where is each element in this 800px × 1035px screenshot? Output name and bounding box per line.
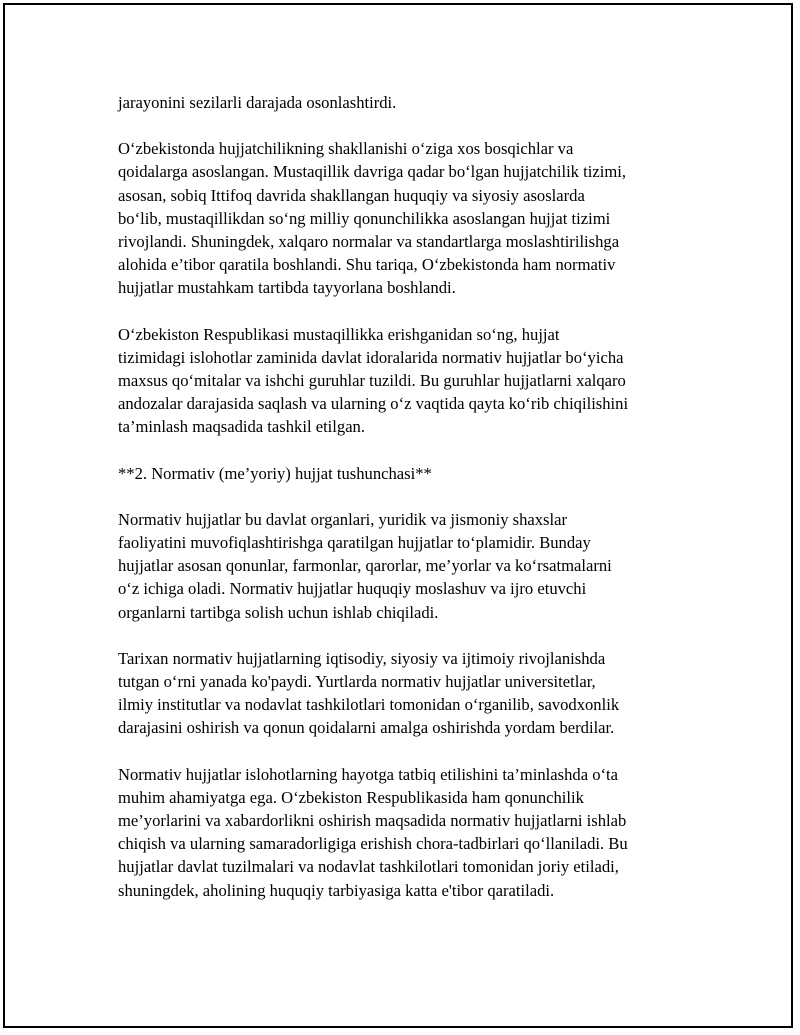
text-line: hujjatlar asosan qonunlar, farmonlar, qarorlar, me’yorlar va ko‘rsatmalarni bbox=[118, 556, 612, 576]
paragraph bbox=[118, 323, 698, 439]
text-line: muhim ahamiyatga ega. O‘zbekiston Respublikasida ham qonunchilik bbox=[118, 787, 584, 807]
paragraph bbox=[118, 763, 698, 902]
text-line: hujjatlar mustahkam tartibda tayyorlana boshlandi. bbox=[118, 278, 456, 298]
text-line: shuningdek, aholining huquqiy tarbiyasiga katta e'tibor qaratiladi. bbox=[118, 880, 555, 900]
text-line: rivojlandi. Shuningdek, xalqaro normalar va standartlarga moslashtirilishga bbox=[118, 232, 620, 252]
text-line: faoliyatini muvofiqlashtirishga qaratilgan hujjatlar to‘plamidir. Bunday bbox=[118, 533, 591, 553]
text-line: ta’minlash maqsadida tashkil etilgan. bbox=[118, 417, 366, 437]
section-heading bbox=[118, 462, 698, 485]
paragraph bbox=[118, 91, 698, 114]
paragraph bbox=[118, 137, 698, 299]
paragraph bbox=[118, 647, 698, 740]
text-line: organlarni tartibga solish uchun ishlab chiqiladi. bbox=[118, 602, 439, 622]
text-line: O‘zbekiston Respublikasi mustaqillikka erishganidan so‘ng, hujjat bbox=[118, 324, 560, 344]
text-line: qoidalarga asoslangan. Mustaqillik davriga qadar bo‘lgan hujjatchilik tizimi, bbox=[118, 162, 626, 182]
text-line: alohida e’tibor qaratila boshlandi. Shu tariqa, O‘zbekistonda ham normativ bbox=[118, 255, 616, 275]
text-line: O‘zbekistonda hujjatchilikning shakllanishi o‘ziga xos bosqichlar va bbox=[118, 139, 574, 159]
text-line: **2. Normativ (me’yoriy) hujjat tushunchasi** bbox=[118, 463, 432, 483]
text-line: andozalar darajasida saqlash va ularning o‘z vaqtida qayta ko‘rib chiqilishini bbox=[118, 394, 629, 414]
text-line: Normativ hujjatlar islohotlarning hayotga tatbiq etilishini ta’minlashda o‘ta bbox=[118, 764, 619, 784]
text-line: Normativ hujjatlar bu davlat organlari, yuridik va jismoniy shaxslar bbox=[118, 509, 568, 529]
text-line: hujjatlar davlat tuzilmalari va nodavlat tashkilotlari tomonidan joriy etiladi, bbox=[118, 857, 619, 877]
text-line: tutgan o‘rni yanada ko'paydi. Yurtlarda normativ hujjatlar universitetlar, bbox=[118, 672, 596, 692]
text-line: ilmiy institutlar va nodavlat tashkilotlari tomonidan o‘rganilib, savodxonlik bbox=[118, 695, 620, 715]
text-line: darajasini oshirish va qonun qoidalarni amalga oshirishda yordam berdilar. bbox=[118, 718, 615, 738]
text-line: jarayonini sezilarli darajada osonlashtirdi. bbox=[118, 93, 397, 112]
text-line: Tarixan normativ hujjatlarning iqtisodiy, siyosiy va ijtimoiy rivojlanishda bbox=[118, 648, 606, 668]
text-line: chiqish va ularning samaradorligiga erishish chora-tadbirlari qo‘llaniladi. Bu bbox=[118, 834, 628, 854]
text-line: tizimidagi islohotlar zaminida davlat idoralarida normativ hujjatlar bo‘yicha bbox=[118, 347, 624, 367]
text-line: bo‘lib, mustaqillikdan so‘ng milliy qonunchilikka asoslangan hujjat tizimi bbox=[118, 208, 611, 228]
text-line: me’yorlarini va xabardorlikni oshirish maqsadida normativ hujjatlarni ishlab bbox=[118, 811, 627, 831]
document-body bbox=[118, 91, 698, 925]
paragraph bbox=[118, 508, 698, 624]
text-line: maxsus qo‘mitalar va ishchi guruhlar tuzildi. Bu guruhlar hujjatlarni xalqaro bbox=[118, 371, 626, 391]
text-line: o‘z ichiga oladi. Normativ hujjatlar huquqiy moslashuv va ijro etuvchi bbox=[118, 579, 587, 599]
text-line: asosan, sobiq Ittifoq davrida shakllangan huquqiy va siyosiy asoslarda bbox=[118, 185, 585, 205]
